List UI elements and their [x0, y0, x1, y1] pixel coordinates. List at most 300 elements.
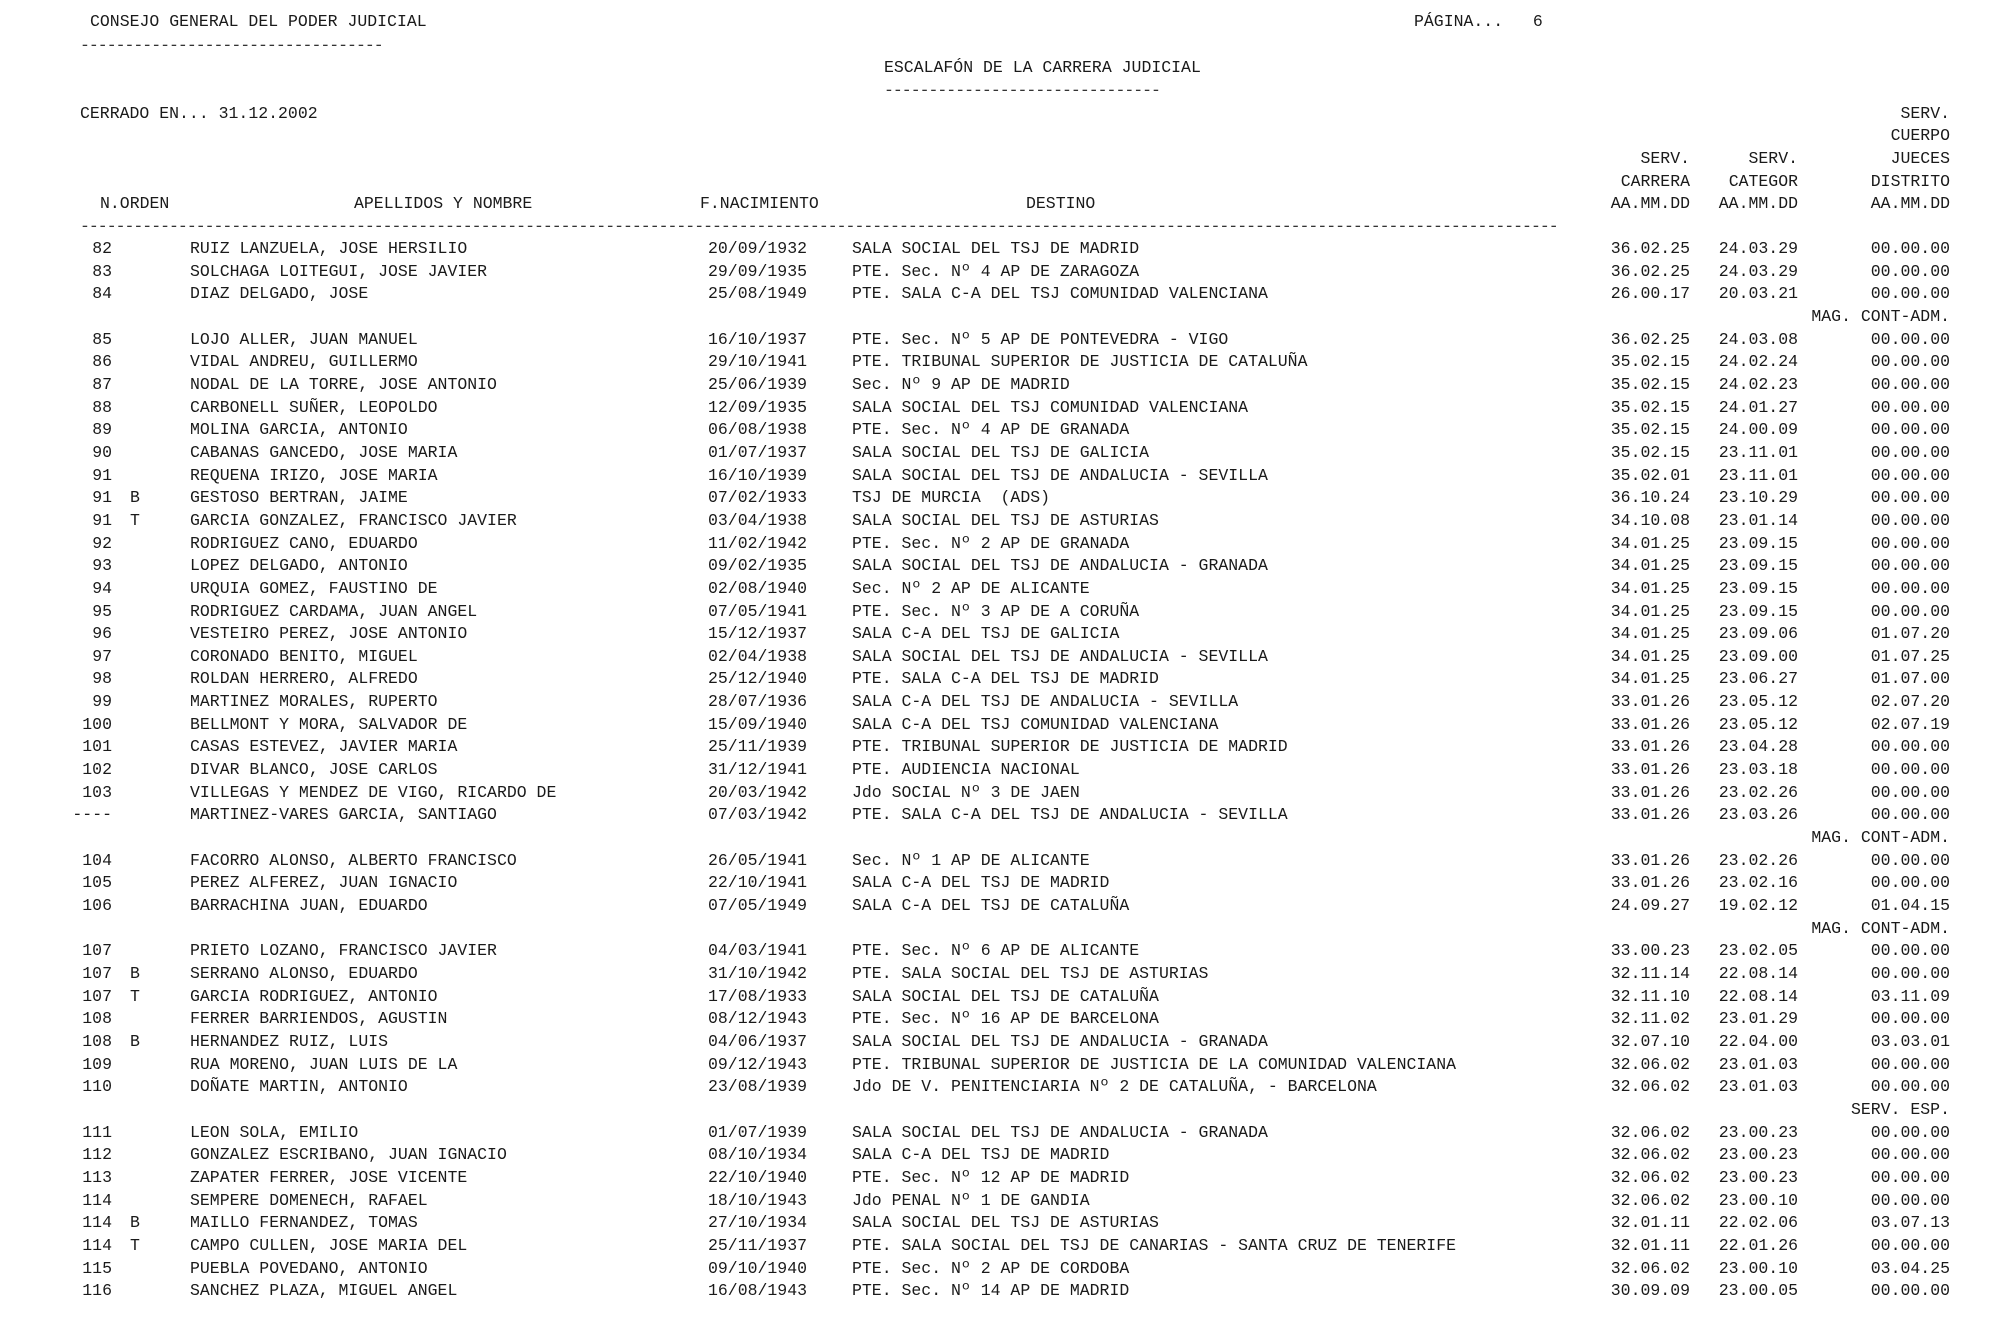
birth-date: 29/09/1935 — [708, 261, 808, 281]
destination: SALA C-A DEL TSJ DE GALICIA — [852, 624, 1120, 644]
order-suffix: B — [130, 488, 140, 508]
serv-carrera: 34.01.25 — [1610, 601, 1690, 621]
birth-date: 28/07/1936 — [708, 692, 808, 712]
destination: SALA C-A DEL TSJ DE MADRID — [852, 1145, 1110, 1165]
order-number: 110 — [82, 1077, 112, 1097]
full-name: CARBONELL SUÑER, LEOPOLDO — [190, 397, 438, 417]
order-number: 91 — [92, 510, 112, 530]
document-title: ESCALAFÓN DE LA CARRERA JUDICIAL — [884, 58, 1201, 77]
page-number: 6 — [1532, 12, 1543, 31]
birth-date: 16/08/1943 — [708, 1281, 808, 1301]
serv-carrera: 33.01.26 — [1610, 873, 1690, 893]
serv-categor: 23.11.01 — [1718, 465, 1798, 485]
serv-categor: 23.00.05 — [1718, 1281, 1798, 1301]
order-number: 83 — [92, 261, 112, 281]
full-name: CORONADO BENITO, MIGUEL — [190, 646, 418, 666]
full-name: FERRER BARRIENDOS, AGUSTIN — [190, 1009, 448, 1029]
serv-distrito: 00.00.00 — [1870, 850, 1950, 870]
birth-date: 09/12/1943 — [708, 1054, 808, 1074]
col-categor-line1: SERV. — [1748, 149, 1798, 168]
destination: PTE. Sec. Nº 12 AP DE MADRID — [852, 1167, 1130, 1187]
serv-distrito: 00.00.00 — [1870, 352, 1950, 372]
serv-carrera: 32.07.10 — [1610, 1031, 1690, 1051]
serv-distrito: 00.00.00 — [1870, 1122, 1950, 1142]
destination: PTE. Sec. Nº 2 AP DE GRANADA — [852, 533, 1130, 553]
closing-date: CERRADO EN... 31.12.2002 — [80, 104, 318, 123]
serv-distrito: 00.00.00 — [1870, 556, 1950, 576]
full-name: MARTINEZ MORALES, RUPERTO — [190, 692, 438, 712]
serv-categor: 24.02.24 — [1718, 352, 1798, 372]
full-name: MOLINA GARCIA, ANTONIO — [190, 420, 408, 440]
full-name: RUIZ LANZUELA, JOSE HERSILIO — [190, 239, 468, 258]
serv-distrito: 00.00.00 — [1870, 1235, 1950, 1255]
destination: PTE. Sec. Nº 4 AP DE ZARAGOZA — [852, 261, 1140, 281]
serv-categor: 23.02.26 — [1718, 850, 1798, 870]
serv-categor: 23.05.12 — [1718, 714, 1798, 734]
serv-carrera: 32.11.02 — [1610, 1009, 1690, 1029]
table-row — [0, 1191, 2000, 1214]
serv-distrito: 00.00.00 — [1870, 1077, 1950, 1097]
col-carrera-line1: SERV. — [1640, 149, 1690, 168]
birth-date: 18/10/1943 — [708, 1190, 808, 1210]
full-name: REQUENA IRIZO, JOSE MARIA — [190, 465, 438, 485]
serv-categor: 24.02.23 — [1718, 374, 1798, 394]
serv-categor: 22.02.06 — [1718, 1213, 1798, 1233]
order-number: 108 — [82, 1009, 112, 1029]
col-distrito-line5: AA.MM.DD — [1870, 194, 1950, 213]
destination: Sec. Nº 9 AP DE MADRID — [852, 374, 1070, 394]
table-row — [0, 443, 2000, 466]
serv-categor: 24.00.09 — [1718, 420, 1798, 440]
full-name: ROLDAN HERRERO, ALFREDO — [190, 669, 418, 689]
table-row — [0, 239, 2000, 262]
serv-carrera: 32.11.10 — [1610, 986, 1690, 1006]
serv-distrito: 00.00.00 — [1870, 1167, 1950, 1187]
serv-distrito: 00.00.00 — [1870, 261, 1950, 281]
serv-categor: 23.05.12 — [1718, 692, 1798, 712]
destination: SALA C-A DEL TSJ DE ANDALUCIA - SEVILLA — [852, 692, 1239, 712]
order-number: 102 — [82, 760, 112, 780]
serv-carrera: 34.01.25 — [1610, 624, 1690, 644]
serv-categor: 22.08.14 — [1718, 964, 1798, 983]
title-rule: ------------------------------- — [884, 81, 1160, 100]
table-row — [0, 964, 2000, 987]
order-number: 105 — [82, 873, 112, 893]
category-note: MAG. CONT-ADM. — [1811, 918, 1950, 938]
table-row — [0, 1213, 2000, 1236]
serv-carrera: 33.01.26 — [1610, 805, 1690, 825]
table-row — [0, 398, 2000, 421]
serv-carrera: 34.01.25 — [1610, 578, 1690, 598]
serv-distrito: 00.00.00 — [1870, 941, 1950, 961]
serv-distrito: 00.00.00 — [1870, 1145, 1950, 1165]
table-row — [0, 511, 2000, 534]
table-row — [0, 1168, 2000, 1191]
full-name: CASAS ESTEVEZ, JAVIER MARIA — [190, 737, 458, 757]
serv-distrito: 00.00.00 — [1870, 1009, 1950, 1029]
serv-categor: 23.01.14 — [1718, 510, 1798, 530]
table-row — [0, 375, 2000, 398]
order-number: 82 — [92, 239, 112, 258]
order-number: 114 — [82, 1190, 112, 1210]
serv-carrera: 32.06.02 — [1610, 1258, 1690, 1278]
destination: SALA SOCIAL DEL TSJ DE ASTURIAS — [852, 510, 1159, 530]
serv-carrera: 32.01.11 — [1610, 1235, 1690, 1255]
birth-date: 07/05/1949 — [708, 896, 808, 916]
table-row — [0, 851, 2000, 874]
destination: PTE. TRIBUNAL SUPERIOR DE JUSTICIA DE LA COMUNIDAD VALENCIANA — [852, 1054, 1456, 1074]
col-categor-line3: AA.MM.DD — [1718, 194, 1798, 213]
destination: PTE. TRIBUNAL SUPERIOR DE JUSTICIA DE MADRID — [852, 737, 1288, 757]
serv-distrito: 00.00.00 — [1870, 284, 1950, 304]
serv-categor: 20.03.21 — [1718, 284, 1798, 304]
birth-date: 08/10/1934 — [708, 1145, 808, 1165]
serv-distrito: 00.00.00 — [1870, 782, 1950, 802]
destination: PTE. SALA C-A DEL TSJ COMUNIDAD VALENCIANA — [852, 284, 1268, 304]
table-row — [0, 1123, 2000, 1146]
full-name: NODAL DE LA TORRE, JOSE ANTONIO — [190, 374, 497, 394]
table-row — [0, 647, 2000, 670]
serv-categor: 23.03.18 — [1718, 760, 1798, 780]
table-row — [0, 1145, 2000, 1168]
full-name: SANCHEZ PLAZA, MIGUEL ANGEL — [190, 1281, 458, 1301]
destination: PTE. TRIBUNAL SUPERIOR DE JUSTICIA DE CATALUÑA — [852, 352, 1308, 372]
order-number: 113 — [82, 1167, 112, 1187]
birth-date: 16/10/1939 — [708, 465, 808, 485]
col-categor-line2: CATEGOR — [1728, 172, 1798, 191]
category-note-row — [0, 1100, 2000, 1123]
col-destino: DESTINO — [1026, 194, 1096, 213]
table-row — [0, 987, 2000, 1010]
birth-date: 26/05/1941 — [708, 850, 808, 870]
serv-carrera: 33.01.26 — [1610, 760, 1690, 780]
page-label-text: PÁGINA... — [1414, 12, 1504, 31]
table-row — [0, 805, 2000, 828]
table-row — [0, 488, 2000, 511]
birth-date: 29/10/1941 — [708, 352, 808, 372]
serv-categor: 22.01.26 — [1718, 1235, 1798, 1255]
serv-distrito: 00.00.00 — [1870, 397, 1950, 417]
birth-date: 15/12/1937 — [708, 624, 808, 644]
serv-distrito: 00.00.00 — [1870, 737, 1950, 757]
destination: Jdo PENAL Nº 1 DE GANDIA — [852, 1190, 1090, 1210]
serv-carrera: 34.01.25 — [1610, 556, 1690, 576]
full-name: MAILLO FERNANDEZ, TOMAS — [190, 1213, 418, 1233]
serv-carrera: 36.02.25 — [1610, 261, 1690, 281]
order-number: 115 — [82, 1258, 112, 1278]
serv-categor: 23.09.15 — [1718, 533, 1798, 553]
full-name: VIDAL ANDREU, GUILLERMO — [190, 352, 418, 372]
serv-categor: 23.06.27 — [1718, 669, 1798, 689]
full-name: RUA MORENO, JUAN LUIS DE LA — [190, 1054, 458, 1074]
destination: PTE. SALA C-A DEL TSJ DE MADRID — [852, 669, 1159, 689]
category-note-row — [0, 919, 2000, 942]
birth-date: 06/08/1938 — [708, 420, 808, 440]
serv-categor: 23.00.23 — [1718, 1122, 1798, 1142]
serv-categor: 23.09.15 — [1718, 578, 1798, 598]
organization-name: CONSEJO GENERAL DEL PODER JUDICIAL — [90, 12, 427, 31]
birth-date: 17/08/1933 — [708, 986, 808, 1006]
full-name: GARCIA RODRIGUEZ, ANTONIO — [190, 986, 438, 1006]
full-name: LEON SOLA, EMILIO — [190, 1122, 359, 1142]
serv-distrito: 00.00.00 — [1870, 1054, 1950, 1074]
col-distrito-line1: SERV. — [1900, 104, 1950, 123]
serv-categor: 23.01.29 — [1718, 1009, 1798, 1029]
col-carrera-line2: CARRERA — [1620, 172, 1690, 191]
category-note-row — [0, 307, 2000, 330]
serv-carrera: 32.06.02 — [1610, 1077, 1690, 1097]
category-note: MAG. CONT-ADM. — [1811, 828, 1950, 848]
order-number: 101 — [82, 737, 112, 757]
serv-carrera: 30.09.09 — [1610, 1281, 1690, 1301]
full-name: CABANAS GANCEDO, JOSE MARIA — [190, 442, 458, 462]
col-carrera-line3: AA.MM.DD — [1610, 194, 1690, 213]
serv-categor: 23.11.01 — [1718, 442, 1798, 462]
serv-categor: 22.04.00 — [1718, 1031, 1798, 1051]
serv-carrera: 24.09.27 — [1610, 896, 1690, 916]
serv-categor: 23.10.29 — [1718, 488, 1798, 508]
serv-carrera: 32.11.14 — [1610, 964, 1690, 983]
serv-distrito: 00.00.00 — [1870, 374, 1950, 394]
serv-carrera: 33.01.26 — [1610, 782, 1690, 802]
serv-categor: 23.00.10 — [1718, 1190, 1798, 1210]
full-name: PEREZ ALFEREZ, JUAN IGNACIO — [190, 873, 458, 893]
serv-carrera: 35.02.15 — [1610, 420, 1690, 440]
serv-carrera: 34.01.25 — [1610, 646, 1690, 666]
serv-distrito: 00.00.00 — [1870, 578, 1950, 598]
birth-date: 07/05/1941 — [708, 601, 808, 621]
destination: SALA SOCIAL DEL TSJ DE ANDALUCIA - GRANADA — [852, 1122, 1268, 1142]
order-number: 114 — [82, 1235, 112, 1255]
serv-distrito: 00.00.00 — [1870, 239, 1950, 258]
serv-carrera: 32.06.02 — [1610, 1054, 1690, 1074]
order-number: 85 — [92, 329, 112, 349]
header-divider: ---------------------------------------------------------------------------------------------------------------------------------------------------------------------- — [80, 217, 1558, 236]
destination: SALA SOCIAL DEL TSJ DE ANDALUCIA - GRANADA — [852, 1031, 1268, 1051]
full-name: GONZALEZ ESCRIBANO, JUAN IGNACIO — [190, 1145, 507, 1165]
birth-date: 01/07/1939 — [708, 1122, 808, 1142]
serv-carrera: 34.01.25 — [1610, 533, 1690, 553]
serv-carrera: 32.01.11 — [1610, 1213, 1690, 1233]
destination: SALA SOCIAL DEL TSJ DE CATALUÑA — [852, 986, 1159, 1006]
serv-carrera: 32.06.02 — [1610, 1145, 1690, 1165]
destination: SALA SOCIAL DEL TSJ DE GALICIA — [852, 442, 1150, 462]
order-number: 107 — [82, 986, 112, 1006]
destination: SALA SOCIAL DEL TSJ DE ANDALUCIA - SEVILLA — [852, 465, 1268, 485]
serv-distrito: 00.00.00 — [1870, 488, 1950, 508]
destination: PTE. Sec. Nº 5 AP DE PONTEVEDRA - VIGO — [852, 329, 1229, 349]
order-number: 98 — [92, 669, 112, 689]
serv-distrito: 03.11.09 — [1870, 986, 1950, 1006]
full-name: GARCIA GONZALEZ, FRANCISCO JAVIER — [190, 510, 517, 530]
order-suffix: B — [130, 1031, 140, 1051]
order-number: 114 — [82, 1213, 112, 1233]
col-distrito-line2: CUERPO — [1890, 126, 1950, 145]
birth-date: 02/04/1938 — [708, 646, 808, 666]
full-name: SEMPERE DOMENECH, RAFAEL — [190, 1190, 428, 1210]
table-row — [0, 624, 2000, 647]
birth-date: 27/10/1934 — [708, 1213, 808, 1233]
full-name: DOÑATE MARTIN, ANTONIO — [190, 1077, 408, 1097]
birth-date: 15/09/1940 — [708, 714, 808, 734]
serv-categor: 23.01.03 — [1718, 1077, 1798, 1097]
serv-distrito: 00.00.00 — [1870, 601, 1950, 621]
order-number: 107 — [82, 941, 112, 961]
serv-carrera: 36.10.24 — [1610, 488, 1690, 508]
order-number: 91 — [92, 465, 112, 485]
table-row — [0, 579, 2000, 602]
table-row — [0, 534, 2000, 557]
roster-table — [0, 239, 2000, 1304]
destination: Jdo SOCIAL Nº 3 DE JAEN — [852, 782, 1080, 802]
table-row — [0, 352, 2000, 375]
birth-date: 25/11/1939 — [708, 737, 808, 757]
order-number: 90 — [92, 442, 112, 462]
order-number: 91 — [92, 488, 112, 508]
destination: PTE. Sec. Nº 6 AP DE ALICANTE — [852, 941, 1140, 961]
serv-categor: 23.02.05 — [1718, 941, 1798, 961]
order-number: 112 — [82, 1145, 112, 1165]
col-orden: N.ORDEN — [100, 194, 170, 213]
order-number: 96 — [92, 624, 112, 644]
order-number: 86 — [92, 352, 112, 372]
full-name: ZAPATER FERRER, JOSE VICENTE — [190, 1167, 468, 1187]
serv-distrito: 00.00.00 — [1870, 420, 1950, 440]
serv-carrera: 34.10.08 — [1610, 510, 1690, 530]
destination: PTE. Sec. Nº 4 AP DE GRANADA — [852, 420, 1130, 440]
full-name: PUEBLA POVEDANO, ANTONIO — [190, 1258, 428, 1278]
serv-carrera: 35.02.01 — [1610, 465, 1690, 485]
order-number: 84 — [92, 284, 112, 304]
serv-distrito: 00.00.00 — [1870, 873, 1950, 893]
order-number: 116 — [82, 1281, 112, 1301]
destination: PTE. Sec. Nº 14 AP DE MADRID — [852, 1281, 1130, 1301]
destination: PTE. SALA SOCIAL DEL TSJ DE ASTURIAS — [852, 964, 1209, 983]
full-name: URQUIA GOMEZ, FAUSTINO DE — [190, 578, 438, 598]
birth-date: 25/11/1937 — [708, 1235, 808, 1255]
full-name: BELLMONT Y MORA, SALVADOR DE — [190, 714, 468, 734]
destination: TSJ DE MURCIA (ADS) — [852, 488, 1051, 508]
birth-date: 25/06/1939 — [708, 374, 808, 394]
birth-date: 04/03/1941 — [708, 941, 808, 961]
order-number: 88 — [92, 397, 112, 417]
serv-categor: 23.00.23 — [1718, 1167, 1798, 1187]
order-number: 97 — [92, 646, 112, 666]
order-number: 104 — [82, 850, 112, 870]
destination: Sec. Nº 1 AP DE ALICANTE — [852, 850, 1090, 870]
table-row — [0, 737, 2000, 760]
birth-date: 09/02/1935 — [708, 556, 808, 576]
birth-date: 20/09/1932 — [708, 239, 808, 258]
order-suffix: B — [130, 964, 140, 983]
serv-categor: 23.00.23 — [1718, 1145, 1798, 1165]
serv-categor: 24.03.08 — [1718, 329, 1798, 349]
serv-categor: 23.09.00 — [1718, 646, 1798, 666]
serv-distrito: 00.00.00 — [1870, 465, 1950, 485]
header-rule: ---------------------------------- — [80, 36, 383, 55]
serv-categor: 19.02.12 — [1718, 896, 1798, 916]
order-number: 94 — [92, 578, 112, 598]
serv-carrera: 35.02.15 — [1610, 352, 1690, 372]
table-row — [0, 330, 2000, 353]
order-number: 107 — [82, 964, 112, 983]
table-row — [0, 1077, 2000, 1100]
table-row — [0, 420, 2000, 443]
table-row — [0, 602, 2000, 625]
serv-categor: 23.01.03 — [1718, 1054, 1798, 1074]
serv-carrera: 32.06.02 — [1610, 1167, 1690, 1187]
order-suffix: T — [130, 986, 140, 1006]
serv-distrito: 01.07.20 — [1870, 624, 1950, 644]
full-name: BARRACHINA JUAN, EDUARDO — [190, 896, 428, 916]
table-row — [0, 262, 2000, 285]
serv-carrera: 34.01.25 — [1610, 669, 1690, 689]
serv-distrito: 00.00.00 — [1870, 442, 1950, 462]
order-number: 103 — [82, 782, 112, 802]
birth-date: 20/03/1942 — [708, 782, 808, 802]
page-label — [1414, 12, 1543, 32]
order-number: ---- — [72, 805, 112, 825]
full-name: PRIETO LOZANO, FRANCISCO JAVIER — [190, 941, 497, 961]
order-number: 100 — [82, 714, 112, 734]
full-name: SOLCHAGA LOITEGUI, JOSE JAVIER — [190, 261, 488, 281]
table-row — [0, 1055, 2000, 1078]
table-row — [0, 1009, 2000, 1032]
full-name: RODRIGUEZ CARDAMA, JUAN ANGEL — [190, 601, 478, 621]
destination: SALA SOCIAL DEL TSJ DE MADRID — [852, 239, 1140, 258]
serv-distrito: 01.07.25 — [1870, 646, 1950, 666]
order-number: 99 — [92, 692, 112, 712]
serv-categor: 23.02.16 — [1718, 873, 1798, 893]
destination: SALA SOCIAL DEL TSJ DE ANDALUCIA - GRANADA — [852, 556, 1268, 576]
serv-distrito: 00.00.00 — [1870, 1190, 1950, 1210]
full-name: VILLEGAS Y MENDEZ DE VIGO, RICARDO DE — [190, 782, 557, 802]
birth-date: 07/02/1933 — [708, 488, 808, 508]
serv-distrito: 00.00.00 — [1870, 1281, 1950, 1301]
serv-carrera: 36.02.25 — [1610, 239, 1690, 258]
destination: PTE. Sec. Nº 16 AP DE BARCELONA — [852, 1009, 1159, 1029]
destination: PTE. Sec. Nº 3 AP DE A CORUÑA — [852, 601, 1140, 621]
serv-categor: 22.08.14 — [1718, 986, 1798, 1006]
full-name: CAMPO CULLEN, JOSE MARIA DEL — [190, 1235, 468, 1255]
birth-date: 22/10/1941 — [708, 873, 808, 893]
birth-date: 12/09/1935 — [708, 397, 808, 417]
birth-date: 08/12/1943 — [708, 1009, 808, 1029]
serv-categor: 23.03.26 — [1718, 805, 1798, 825]
serv-carrera: 33.00.23 — [1610, 941, 1690, 961]
birth-date: 03/04/1938 — [708, 510, 808, 530]
table-row — [0, 556, 2000, 579]
destination: SALA C-A DEL TSJ DE CATALUÑA — [852, 896, 1130, 916]
birth-date: 25/08/1949 — [708, 284, 808, 304]
serv-categor: 23.04.28 — [1718, 737, 1798, 757]
serv-distrito: 00.00.00 — [1870, 760, 1950, 780]
serv-carrera: 35.02.15 — [1610, 397, 1690, 417]
destination: SALA C-A DEL TSJ DE MADRID — [852, 873, 1110, 893]
serv-distrito: 03.03.01 — [1870, 1031, 1950, 1051]
serv-categor: 23.09.06 — [1718, 624, 1798, 644]
full-name: GESTOSO BERTRAN, JAIME — [190, 488, 408, 508]
birth-date: 31/10/1942 — [708, 964, 808, 983]
table-row — [0, 783, 2000, 806]
serv-distrito: 00.00.00 — [1870, 964, 1950, 983]
destination: SALA SOCIAL DEL TSJ DE ASTURIAS — [852, 1213, 1159, 1233]
serv-distrito: 00.00.00 — [1870, 510, 1950, 530]
birth-date: 23/08/1939 — [708, 1077, 808, 1097]
destination: PTE. Sec. Nº 2 AP DE CORDOBA — [852, 1258, 1130, 1278]
birth-date: 04/06/1937 — [708, 1031, 808, 1051]
serv-categor: 24.03.29 — [1718, 261, 1798, 281]
